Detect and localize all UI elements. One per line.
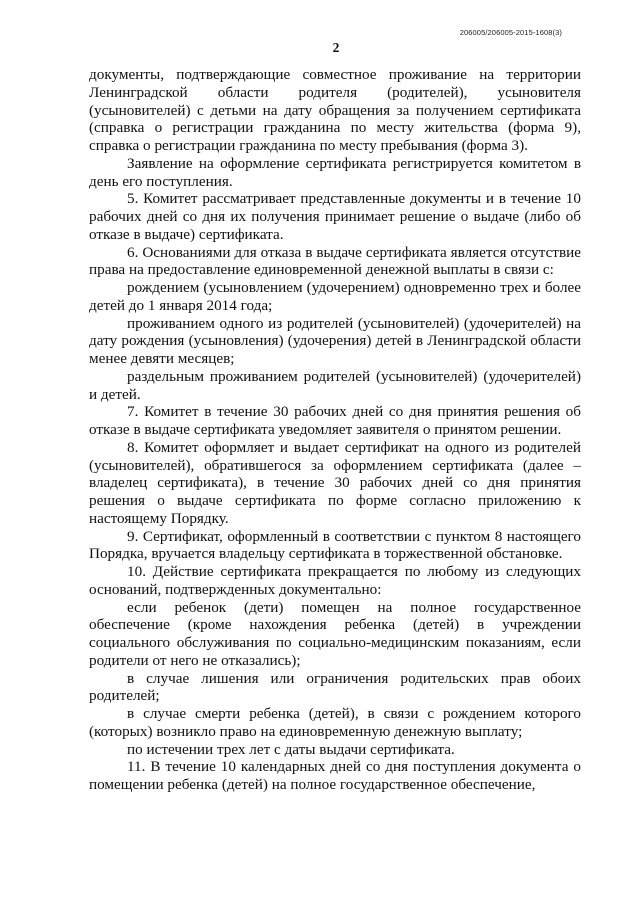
paragraph: документы, подтверждающие совместное проживание на территории Ленинградской области родителя (родителей), усыновителя (усыновителей) с детьми на дату обращения за получением сертификата (справка о регистрации гражданина по месту жительства (форма 9), справка о регистрации гражданина по месту пребывания (форма 3).: [89, 66, 581, 154]
paragraph: Заявление на оформление сертификата регистрируется комитетом в день его поступления.: [89, 154, 581, 190]
paragraph: в случае смерти ребенка (детей), в связи с рождением которого (которых) возникло право на единовременную денежную выплату;: [89, 705, 581, 740]
paragraph: рождением (усыновлением (удочерением) одновременно трех и более детей до 1 января 2014 года;: [89, 279, 581, 314]
document-body: [89, 66, 581, 794]
paragraph: в случае лишения или ограничения родительских прав обоих родителей;: [89, 669, 581, 705]
paragraph: 5. Комитет рассматривает представленные документы и в течение 10 рабочих дней со дня их получения принимает решение о выдаче (либо об отказе в выдаче) сертификата.: [89, 190, 581, 243]
page-number: 2: [332, 40, 340, 55]
paragraph: 11. В течение 10 календарных дней со дня поступления документа о помещении ребенка (детей) на полное государственное обеспечение,: [89, 758, 581, 793]
paragraph: по истечении трех лет с даты выдачи сертификата.: [127, 740, 455, 758]
paragraph: 10. Действие сертификата прекращается по любому из следующих оснований, подтвержденных документально:: [89, 563, 581, 598]
paragraph: проживанием одного из родителей (усыновителей) (удочерителей) на дату рождения (усыновления) (удочерения) детей в Ленинградской области менее девяти месяцев;: [89, 314, 581, 367]
paragraph: 6. Основаниями для отказа в выдаче сертификата является отсутствие права на предоставление единовременной денежной выплаты в связи с:: [89, 243, 581, 279]
paragraph: 7. Комитет в течение 30 рабочих дней со дня принятия решения об отказе в выдаче сертификата уведомляет заявителя о принятом решении.: [89, 403, 581, 438]
paragraph: 8. Комитет оформляет и выдает сертификат на одного из родителей (усыновителей), обратившегося за оформлением сертификата (далее – владелец сертификата), в течение 30 рабочих дней со дня принятия решения о выдаче сертификата по форме согласно приложению к настоящему Порядку.: [89, 438, 581, 527]
paragraph: 9. Сертификат, оформленный в соответствии с пунктом 8 настоящего Порядка, вручается владельцу сертификата в торжественной обстановке.: [89, 527, 581, 563]
paragraph: если ребенок (дети) помещен на полное государственное обеспечение (кроме нахождения ребенка (детей) в учреждении социального обслуживания по социально-медицинским показаниям, если родители от него не отказались);: [89, 598, 581, 669]
document-id: 206005/206005-2015-1608(3): [459, 28, 562, 37]
paragraph: раздельным проживанием родителей (усыновителей) (удочерителей) и детей.: [89, 367, 581, 403]
